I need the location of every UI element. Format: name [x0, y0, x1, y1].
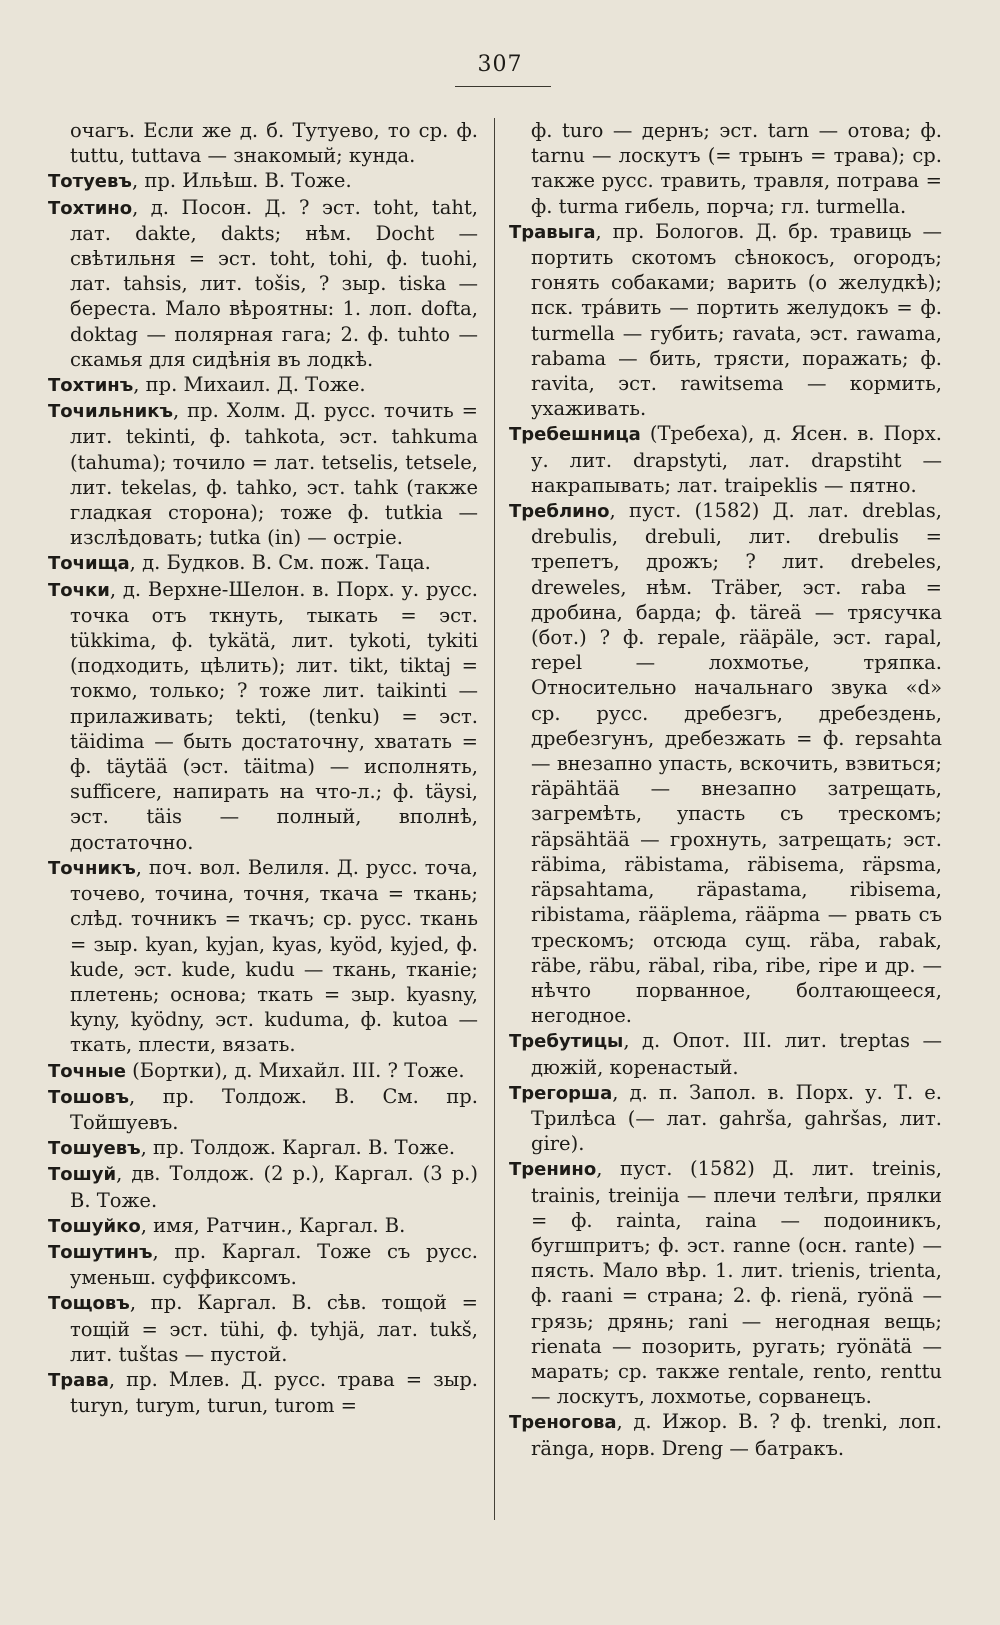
entry-headword: Точки: [48, 579, 110, 601]
dictionary-entry: [509, 498, 942, 1028]
dictionary-entry: [48, 1239, 478, 1290]
left-column: [48, 118, 478, 1418]
dictionary-entry: [48, 855, 478, 1058]
dictionary-entry: [48, 372, 478, 398]
entry-headword: Тохтинъ: [48, 375, 134, 397]
entry-text: , имя, Ратчин., Каргал. В.: [140, 1213, 406, 1237]
entry-text: , пр. Холм. Д. русс. точить = лит. tekinti, ф. tahkota, эст. tahkuma (tahuma); точило = лат. tetselis, tetsele, лит. tekelas, ф. tahko, эст. tahk (также гладкая сторона); тоже ф. tutkia — изслѣдовать; tutka (in) — остріе.: [70, 399, 478, 550]
entry-text: , пр. Толдож. В. См. пр. Тойшуевъ.: [70, 1084, 478, 1134]
dictionary-entry: [509, 219, 942, 422]
dictionary-entry: [48, 550, 478, 576]
entry-text: , д. Ижор. В. ? ф. trenki, лоп. ränga, норв. Dreng — батракъ.: [531, 1410, 942, 1460]
entry-text: очагъ. Если же д. б. Тутуево, то ср. ф. tuttu, tuttava — знакомый; кунда.: [70, 119, 478, 168]
entry-headword: Тохтино: [48, 197, 133, 219]
column-divider: [494, 118, 495, 1520]
entry-text: , д. Опот. III. лит. treptas — дюжій, коренастый.: [531, 1029, 942, 1079]
entry-headword: Тренино: [509, 1159, 597, 1181]
dictionary-entry: [509, 1080, 942, 1157]
entry-text: , пр. Михаил. Д. Тоже.: [133, 373, 366, 397]
entry-text: , пр. Каргал. В. сѣв. тощой = тощій = эст. tühi, ф. tyhjä, лат. tukš, лит. tuštas — пустой.: [70, 1291, 478, 1366]
entry-headword: Треногова: [509, 1412, 617, 1434]
dictionary-entry: [509, 118, 942, 219]
entry-text: , д. п. Запол. в. Порх. у. Т. е. Трилѣса (— лат. gahrša, gahršas, лит. gire).: [531, 1080, 942, 1156]
dictionary-entry: [509, 1409, 942, 1460]
entry-text: , пр. Толдож. Каргал. В. Тоже.: [140, 1136, 456, 1160]
entry-headword: Трава: [48, 1369, 109, 1391]
entry-headword: Требутицы: [509, 1031, 624, 1053]
right-column: [509, 118, 942, 1461]
dictionary-entry: [509, 1028, 942, 1079]
entry-text: (Требеха), д. Ясен. в. Порх. у. лит. drapstyti, лат. drapstiht — накрапывать; лат. traipeklis — пятно.: [531, 422, 942, 497]
dictionary-entry: [48, 118, 478, 168]
entry-text: ф. turo — дернъ; эст. tarn — отова; ф. tarnu — лоскутъ (= трынъ = трава); ср. также русс. травить, травля, потрава = ф. turma гибель, порча; гл. turmella.: [531, 119, 942, 218]
page-number: 307: [477, 52, 523, 77]
entry-headword: Точильникъ: [48, 401, 173, 423]
entry-headword: Тошовъ: [48, 1086, 130, 1108]
dictionary-entry: [48, 398, 478, 550]
dictionary-entry: [48, 1058, 478, 1084]
dictionary-entry: [509, 421, 942, 498]
entry-text: (Бортки), д. Михайл. III. ? Тоже.: [125, 1058, 465, 1082]
dictionary-entry: [48, 577, 478, 855]
dictionary-entry: [48, 1290, 478, 1367]
entry-text: , д. Будков. В. См. пож. Таца.: [129, 551, 431, 575]
entry-text: , пр. Млев. Д. русс. трава = зыр. turyn, turym, turun, turom =: [70, 1367, 478, 1418]
entry-headword: Требешница: [509, 424, 641, 446]
dictionary-entry: [48, 1161, 478, 1212]
entry-text: , д. Посон. Д. ? эст. toht, taht, лат. dakte, dakts; нѣм. Docht — свѣтильня = эст. toht, tohi, ф. tuohi, лат. tahsis, лит. tošis, ? зыр. tiska — береста. Мало вѣроятны: 1. лоп. dofta, doktag — полярная гага; 2. ф. tuhto — скамья для сидѣнія въ лодкѣ.: [70, 195, 478, 371]
entry-headword: Треблино: [509, 501, 610, 523]
entry-headword: Травыга: [509, 221, 596, 243]
entry-text: , пуст. (1582) Д. лат. dreblas, drebulis, drebuli, лит. drebulis = трепетъ, дрожъ; ? лит. drebeles, dreweles, нѣм. Träber, эст. raba = дробина, барда; ф. täreä — трясучка (бот.) ? ф. repale, rääpäle, эст. rapal, repel — лохмотье, тряпка. Относительно начальнаго звука «d» ср. русс. дребезгъ, дребездень, дребезгунъ, дребезжать = ф. repsahta — внезапно упасть, вскочить, взвиться; räpähtää — внезапно затрещать, загремѣть, упасть съ трескомъ; räpsähtää — грохнуть, затрещать; эст. räbima, räbistama, räbisema, räpsma, räpsahtama, räpastama, ribisema, ribistama, rääplema, rääpma — рвать съ трескомъ; отсюда сущ. räba, rabak, räbe, räbu, räbal, riba, ribe, ripe и др. — нѣчто порванное, болтающееся, негодное.: [531, 499, 942, 1028]
dictionary-entry: [48, 1084, 478, 1135]
entry-text: , д. Верхне-Шелон. в. Порх. у. русс. точка отъ ткнуть, тыкать = эст. tükkima, ф. tykätä, лит. tykoti, tykiti (подходить, цѣлить); лит. tikt, tiktaj = токмо, только; ? тоже лит. taikinti — прилаживать; tekti, (tenku) = эст. täidima — быть достаточну, хватать = ф. täytää (эст. täitma) — исполнять, sufficere, напирать на что-л.; ф. täysi, эст. täis — полный, вполнѣ, достаточно.: [70, 577, 478, 854]
dictionary-entry: [48, 1135, 478, 1161]
entry-headword: Тощовъ: [48, 1293, 130, 1315]
dictionary-entry: [48, 1367, 478, 1418]
dictionary-entry: [48, 168, 478, 194]
entry-text: , пуст. (1582) Д. лит. treinis, trainis, treinija — плечи телѣги, прялки = ф. rainta, raina — подоиникъ, бугшпритъ; ф. эст. ranne (осн. rante) — пясть. Мало вѣр. 1. лит. trienis, trienta, ф. raani = страна; 2. ф. rienä, ryönä — грязь; дрянь; rani — негодная вещь; rienata — позорить, ругать; ryönätä — марать; ср. также rentale, rento, renttu — лоскутъ, лохмотье, сорванецъ.: [531, 1157, 942, 1409]
dictionary-entry: [48, 195, 478, 372]
entry-headword: Трегорша: [509, 1082, 613, 1104]
entry-headword: Точища: [48, 553, 130, 575]
header-rule: [455, 86, 551, 87]
entry-headword: Тотуевъ: [48, 171, 132, 193]
entry-headword: Тошуй: [48, 1164, 117, 1186]
entry-headword: Тошуйко: [48, 1215, 141, 1237]
dictionary-entry: [509, 1156, 942, 1409]
entry-text: , пр. Каргал. Тоже съ русс. уменьш. суффиксомъ.: [70, 1239, 478, 1290]
entry-text: , поч. вол. Велиля. Д. русс. точа, точево, точина, точня, ткача = ткань; слѣд. точникъ = ткачъ; ср. русс. ткань = зыр. kyan, kyjan, kyas, kyöd, kyjed, ф. kude, эст. kude, kudu — ткань, тканіе; плетень; основа; ткать = зыр. kyasny, kyny, kyödny, эст. kuduma, ф. kutoa — ткать, плести, вязать.: [70, 855, 478, 1057]
dictionary-entry: [48, 1213, 478, 1239]
entry-text: , пр. Бологов. Д. бр. травиць — портить скотомъ сѣнокосъ, огородъ; гонять собаками; варить (о желудкѣ); пск. трáвить — портить желудокъ = ф. turmella — губить; ravata, эст. rawama, rabama — бить, трясти, поражать; ф. ravita, эст. rawitsema — кормить, ухаживать.: [531, 219, 942, 421]
entry-headword: Точные: [48, 1060, 126, 1082]
entry-text: , пр. Ильѣш. В. Тоже.: [131, 169, 352, 193]
entry-text: , дв. Толдож. (2 р.), Каргал. (3 р.) В. Тоже.: [70, 1162, 478, 1212]
entry-headword: Тошуевъ: [48, 1138, 141, 1160]
entry-headword: Точникъ: [48, 857, 136, 879]
entry-headword: Тошутинъ: [48, 1241, 153, 1263]
